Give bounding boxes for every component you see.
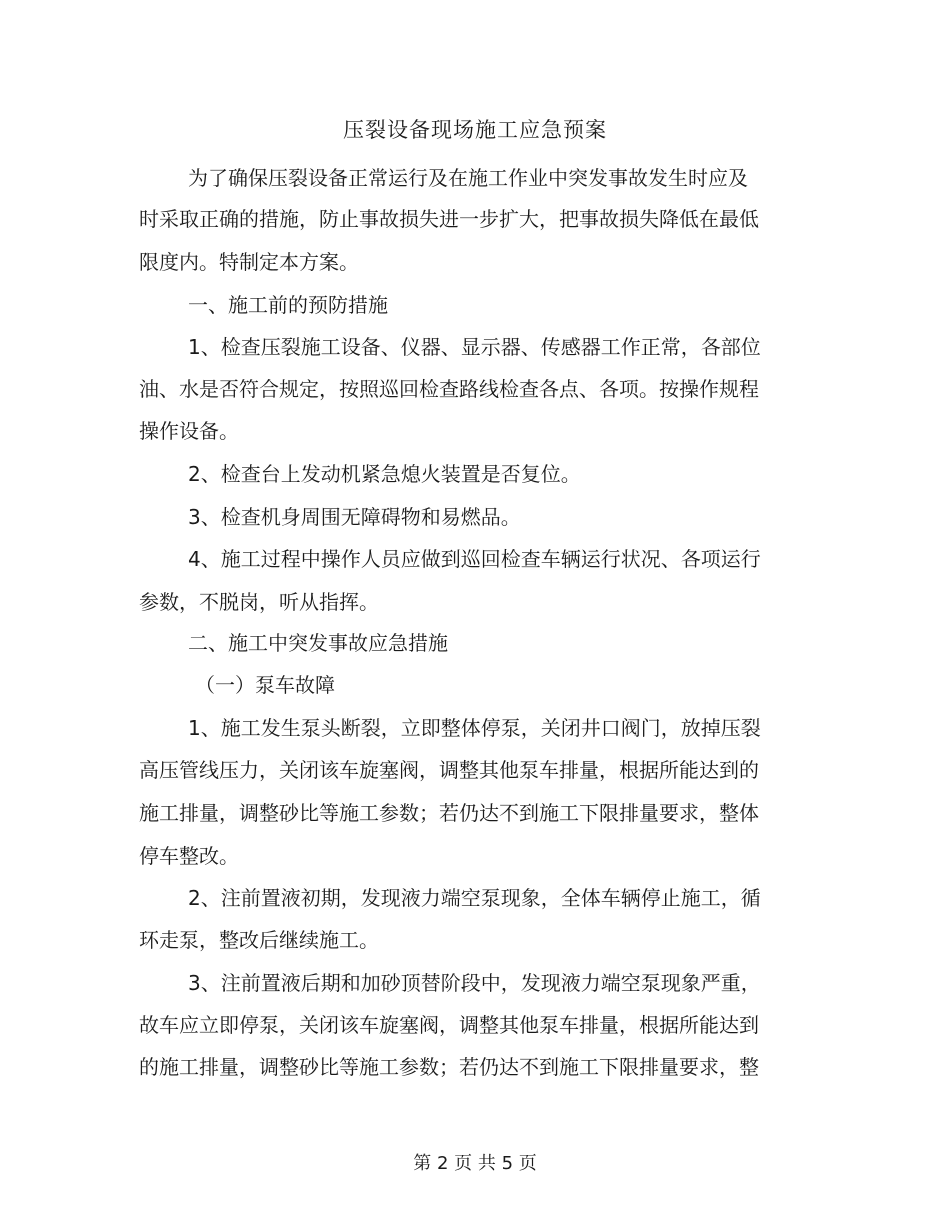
paragraph-line: 2、检查台上发动机紧急熄火装置是否复位。 xyxy=(188,462,581,486)
section-heading: 二、施工中突发事故应急措施 xyxy=(188,631,448,655)
paragraph-line: 1、检查压裂施工设备、仪器、显示器、传感器工作正常，各部位 xyxy=(188,335,761,359)
paragraph-line: 为了确保压裂设备正常运行及在施工作业中突发事故发生时应及 xyxy=(188,166,748,190)
paragraph-line: 参数，不脱岗，听从指挥。 xyxy=(139,590,379,614)
section-heading: 一、施工前的预防措施 xyxy=(188,293,388,317)
paragraph-line: 操作设备。 xyxy=(139,419,239,443)
paragraph-line: 2、注前置液初期，发现液力端空泵现象，全体车辆停止施工，循 xyxy=(188,886,761,910)
paragraph-line: 油、水是否符合规定，按照巡回检查路线检查各点、各项。按操作规程 xyxy=(139,377,759,401)
paragraph-line: 时采取正确的措施，防止事故损失进一步扩大，把事故损失降低在最低 xyxy=(139,207,759,231)
paragraph-line: 4、施工过程中操作人员应做到巡回检查车辆运行状况、各项运行 xyxy=(188,547,761,571)
paragraph-line: 故车应立即停泵，关闭该车旋塞阀，调整其他泵车排量，根据所能达到 xyxy=(139,1013,759,1037)
paragraph-line: 施工排量，调整砂比等施工参数；若仍达不到施工下限排量要求，整体 xyxy=(139,801,759,825)
paragraph-line: 停车整改。 xyxy=(139,844,239,868)
document-title: 压裂设备现场施工应急预案 xyxy=(343,118,607,142)
paragraph-line: 1、施工发生泵头断裂，立即整体停泵，关闭井口阀门，放掉压裂 xyxy=(188,716,761,740)
paragraph-line: 环走泵，整改后继续施工。 xyxy=(139,928,379,952)
paragraph-line: 限度内。特制定本方案。 xyxy=(139,250,359,274)
page-number-footer: 第 2 页 共 5 页 xyxy=(413,1153,537,1174)
subsection-heading: （一）泵车故障 xyxy=(195,673,335,697)
paragraph-line: 高压管线压力，关闭该车旋塞阀，调整其他泵车排量，根据所能达到的 xyxy=(139,758,759,782)
paragraph-line: 3、注前置液后期和加砂顶替阶段中，发现液力端空泵现象严重， xyxy=(188,971,761,995)
paragraph-line: 3、检查机身周围无障碍物和易燃品。 xyxy=(188,505,521,529)
paragraph-line: 的施工排量，调整砂比等施工参数；若仍达不到施工下限排量要求，整 xyxy=(139,1055,759,1079)
